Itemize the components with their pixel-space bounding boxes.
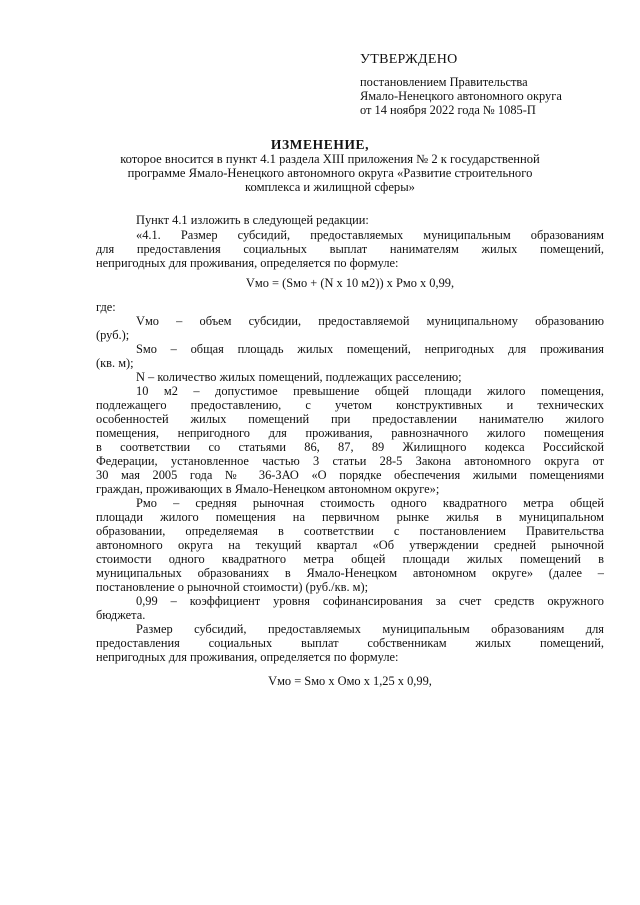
body-line: «4.1. Размер субсидий, предоставляемых муниципальным образованиям [136,228,604,242]
body-line: подлежащего предоставлению, с учетом конструктивных и технических [96,398,604,412]
approval-line: Ямало-Ненецкого автономного округа [360,88,562,103]
formula-2: Vмо = Sмо x Oмо x 1,25 x 0,99, [268,674,432,688]
body-line: для предоставления социальных выплат нанимателям жилых помещений, [96,242,604,256]
body-line: постановление о рыночной стоимости) (руб./кв. м); [96,580,369,594]
approval-line: от 14 ноября 2022 года № 1085-П [360,102,536,117]
body-line: где: [96,300,116,314]
subtitle-line: программе Ямало-Ненецкого автономного округа «Развитие строительного [127,166,533,180]
body-line: муниципальных образованиях в Ямало-Ненецком автономном округе» (далее – [96,566,604,580]
body-line: особенностей жилых помещений при предоставлении нанимателю жилого [96,412,604,426]
body-line: Vмо – объем субсидии, предоставляемой муниципальному образованию [136,314,604,328]
body-line: площади жилого помещения на первичном рынке жилья в муниципальном [96,510,604,524]
body-line: в соответствии со статьями 86, 87, 89 Жилищного кодекса Российской [96,440,604,454]
body-line: Pмо – средняя рыночная стоимость одного квадратного метра общей [136,496,604,510]
body-line: предоставления социальных выплат собственникам жилых помещений, [96,636,604,650]
body-line: (кв. м); [96,356,134,370]
subtitle-line: комплекса и жилищной сферы» [245,180,415,194]
formula-1: Vмо = (Sмо + (N x 10 м2)) x Pмо x 0,99, [245,276,455,290]
body-line: 0,99 – коэффициент уровня софинансирования за счет средств окружного [136,594,604,608]
subtitle-line: которое вносится в пункт 4.1 раздела XIII приложения № 2 к государственной [120,152,540,166]
body-line: помещения, непригодного для проживания, равнозначного жилого помещения [96,426,604,440]
body-line: непригодных для проживания, определяется по формуле: [96,256,399,270]
body-line: бюджета. [96,608,146,622]
approval-stamp-heading: УТВЕРЖДЕНО [360,52,458,67]
body-line: Пункт 4.1 изложить в следующей редакции: [136,213,369,227]
document-subtitle [95,152,565,194]
body-line: Федерации, установленное частью 3 статьи 28-5 Закона автономного округа от [96,454,604,468]
body-line: непригодных для проживания, определяется по формуле: [96,650,399,664]
body-line: стоимости одного квадратного метра общей площади жилых помещений в [96,552,604,566]
body-line: Sмо – общая площадь жилых помещений, непригодных для проживания [136,342,604,356]
body-line: (руб.); [96,328,130,342]
body-line: N – количество жилых помещений, подлежащих расселению; [136,370,462,384]
body-line: граждан, проживающих в Ямало-Ненецком автономном округе»; [96,482,440,496]
body-line: Размер субсидий, предоставляемых муниципальным образованиям для [136,622,604,636]
body-line: 30 мая 2005 года № 36-ЗАО «О порядке обеспечения жилыми помещениями [96,468,604,482]
approval-line: постановлением Правительства [360,75,528,89]
body-line: образовании, определяемая в соответствии с постановлением Правительства [96,524,604,538]
document-title: ИЗМЕНЕНИЕ, [270,137,370,152]
approval-details [360,76,562,117]
body-line: автономного округа на текущий квартал «Об утверждении средней рыночной [96,538,604,552]
body-line: 10 м2 – допустимое превышение общей площади жилого помещения, [136,384,604,398]
